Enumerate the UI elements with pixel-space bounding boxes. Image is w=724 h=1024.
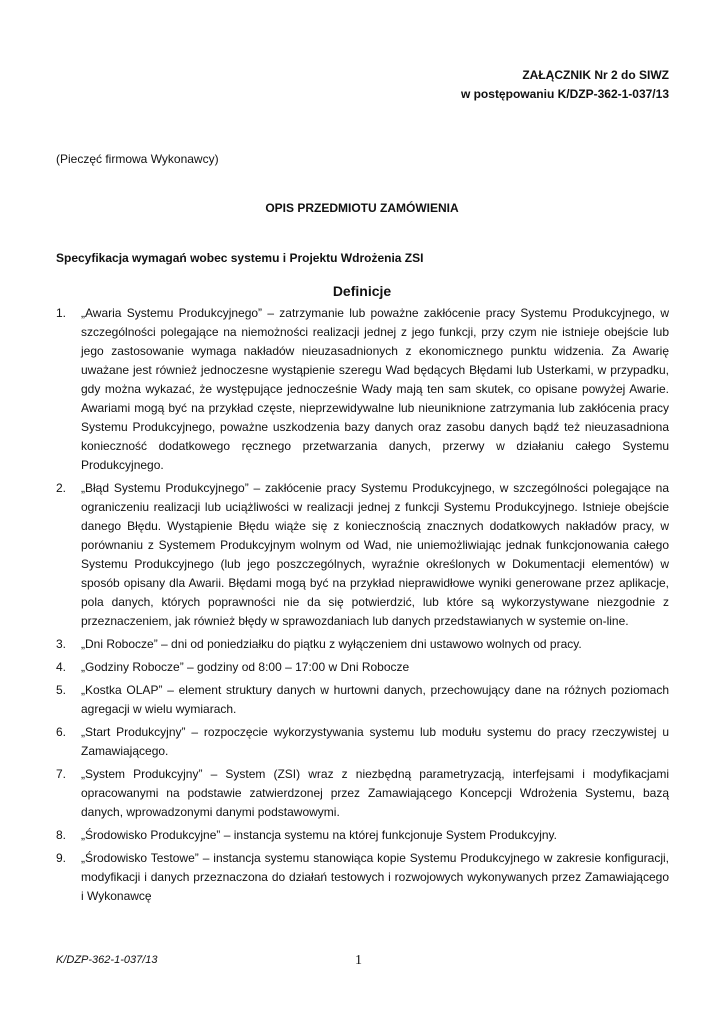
definition-text: „Godziny Robocze” – godziny od 8:00 – 17:00 w Dni Robocze [81,660,410,674]
definition-item [56,658,669,677]
definition-number: 4. [56,660,67,674]
definition-item [56,304,669,475]
section-subtitle: Specyfikacja wymagań wobec systemu i Projektu Wdrożenia ZSI [56,251,424,265]
attachment-header [461,66,669,104]
definition-text: „Start Produkcyjny” – rozpoczęcie wykorzystywania systemu lub modułu systemu do pracy rzeczywistej u Zamawiającego. [81,725,669,758]
attachment-number: ZAŁĄCZNIK Nr 2 do SIWZ [522,68,669,82]
definition-text: „Błąd Systemu Produkcyjnego” – zakłócenie pracy Systemu Produkcyjnego, w szczególności polegające na ograniczeniu realizacji lub uciążliwości w realizacji jednej z funkcji Systemu Produkcyjnego. Istnieje obejście danego Błędu. Wystąpienie Błędu wiąże się z koniecznością znacznych dodatkowych nakładów pracy, w porównaniu z Systemem Produkcyjnym wolnym od Wad, nie uniemożliwiając jednak funkcjonowania całego Systemu Produkcyjnego (lub jego poszczególnych, wyraźnie określonych w Dokumentacji elementów) w sposób opisany dla Awarii. Błędami mogą być na przykład nieprawidłowe wyniki generowane przez aplikacje, pola danych, których poprawności nie da się potwierdzić, lub które są wykorzystywane niezgodnie z przeznaczeniem, jak również błędy w sprawozdaniach lub danych przedstawianych w systemie on-line. [81,481,669,628]
definition-item [56,681,669,719]
definition-number: 6. [56,725,67,739]
document-title: OPIS PRZEDMIOTU ZAMÓWIENIA [265,201,459,215]
definition-item [56,826,669,845]
procedure-reference: w postępowaniu K/DZP-362-1-037/13 [460,87,669,101]
company-stamp-placeholder: (Pieczęć firmowa Wykonawcy) [56,152,219,166]
definition-item [56,849,669,906]
definition-text: „Środowisko Testowe” – instancja systemu stanowiąca kopie Systemu Produkcyjnego w zakresie konfiguracji, modyfikacji i danych przeznaczona do działań testowych i rozwojowych wykonywanych przez Zamawiającego i Wykonawcę [81,851,669,903]
definition-number: 8. [56,828,67,842]
page-number: 1 [355,953,362,968]
definition-text: „System Produkcyjny” – System (ZSI) wraz z niezbędną parametryzacją, interfejsami i modyfikacjami opracowanymi na podstawie zatwierdzonej przez Zamawiającego Koncepcji Wdrożenia Systemu, bazą danych, wprowadzonymi danymi podstawowymi. [81,767,669,819]
definition-number: 3. [56,637,67,651]
definition-number: 9. [56,851,67,865]
definition-number: 7. [56,767,67,781]
definition-text: „Kostka OLAP” – element struktury danych w hurtowni danych, przechowujący dane na różnych poziomach agregacji w wielu wymiarach. [81,683,669,716]
definitions-heading: Definicje [332,283,392,299]
definition-item [56,635,669,654]
definition-number: 1. [56,306,67,320]
definition-text: „Środowisko Produkcyjne” – instancja systemu na której funkcjonuje System Produkcyjny. [81,828,557,842]
definitions-list [56,304,669,910]
definition-item [56,765,669,822]
definition-item [56,479,669,631]
definition-number: 2. [56,481,67,495]
definition-item [56,723,669,761]
footer-reference: K/DZP-362-1-037/13 [56,954,158,966]
definition-number: 5. [56,683,67,697]
definition-text: „Awaria Systemu Produkcyjnego” – zatrzymanie lub poważne zakłócenie pracy Systemu Produkcyjnego, w szczególności polegające na niemożności realizacji jednej z jego funkcji, przy czym nie istnieje obejście lub jego zastosowanie wymaga nakładów nieuzasadnionych z ekonomicznego punktu widzenia. Za Awarię uważane jest również jednoczesne wystąpienie szeregu Wad będących Błędami lub Usterkami, w przypadku, gdy można wykazać, że występujące jednocześnie Wady mają ten sam skutek, co opisane powyżej Awarie. Awariami mogą być na przykład częste, nieprzewidywalne lub nieuniknione zatrzymania lub zakłócenia pracy Systemu Produkcyjnego, poważne uszkodzenia bazy danych oraz zasobu danych bądź też nieuzasadniona konieczność dodatkowego ręcznego przetwarzania danych, przerwy w działaniu całego Systemu Produkcyjnego. [81,306,669,472]
definition-text: „Dni Robocze” – dni od poniedziałku do piątku z wyłączeniem dni ustawowo wolnych od pracy. [81,637,582,651]
